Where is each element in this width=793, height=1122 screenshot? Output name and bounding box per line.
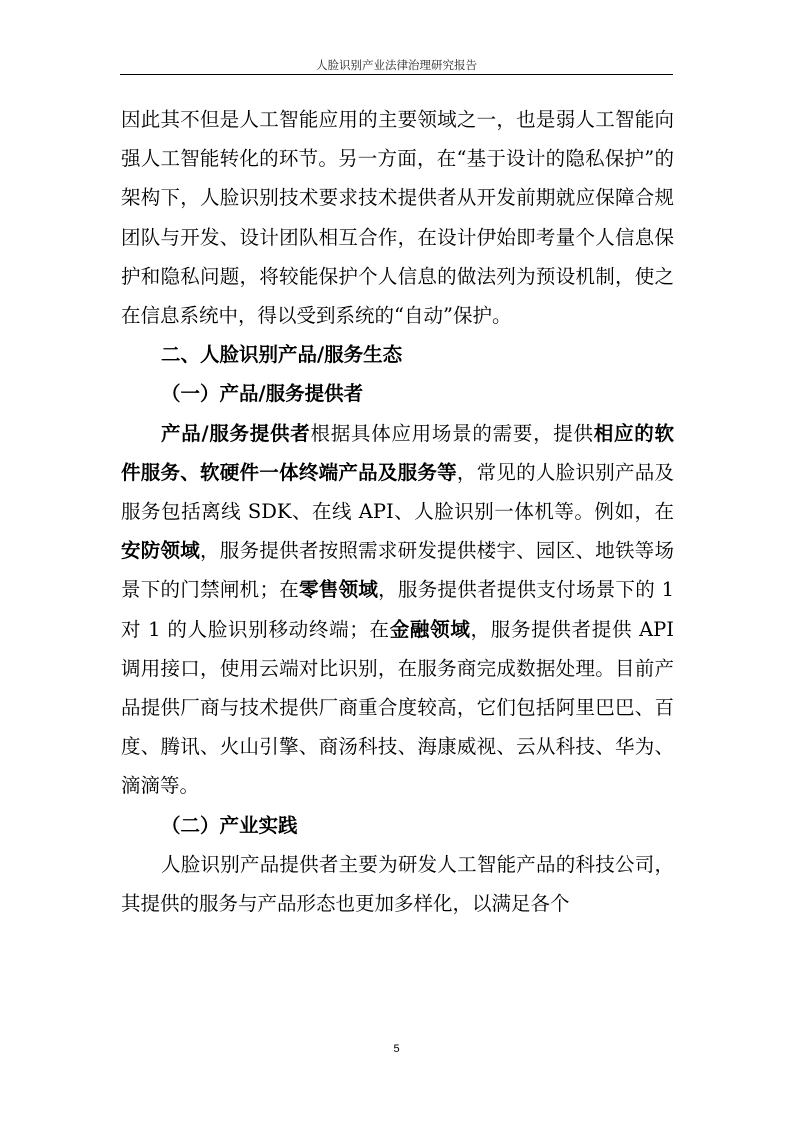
page-number: 5	[393, 1043, 400, 1055]
subsection-heading-providers: （一）产品/服务提供者	[161, 382, 364, 406]
text-run: 根据具体应用场景的需要，提供	[310, 421, 594, 445]
bold-term: 产品/服务提供者	[161, 421, 311, 445]
bold-term: 相应的软件服务、软硬件一体终端产品及服务等	[121, 421, 674, 484]
bold-term: 零售领域	[299, 578, 379, 602]
bold-term: 安防领域	[121, 539, 201, 563]
paragraph-providers	[121, 414, 674, 806]
page-body	[121, 100, 674, 923]
running-header: 人脸识别产业法律治理研究报告	[316, 58, 477, 72]
paragraph-practice: 人脸识别产品提供者主要为研发人工智能产品的科技公司，其提供的服务与产品形态也更加多样化，以满足各个	[121, 852, 674, 916]
header-divider	[120, 74, 673, 75]
bold-term: 金融领域	[389, 617, 471, 641]
text-run: ，服务提供者提供支付场景下的 1 对 1 的人脸识别移动终端；在	[121, 578, 674, 641]
text-run: ，服务提供者提供 API 调用接口，使用云端对比识别，在服务商完成数据处理。目前产品提供厂商与技术提供厂商重合度较高，它们包括阿里巴巴、百度、腾讯、火山引擎、商汤科技、海康威视、云从科技、华为、滴滴等。	[121, 617, 674, 798]
paragraph-continuation: 因此其不但是人工智能应用的主要领域之一，也是弱人工智能向强人工智能转化的环节。另一方面，在“基于设计的隐私保护”的架构下，人脸识别技术要求技术提供者从开发前期就应保障合规团队与开发、设计团队相互合作，在设计伊始即考量个人信息保护和隐私问题，将较能保护个人信息的做法列为预设机制，使之在信息系统中，得以受到系统的“自动”保护。	[121, 108, 674, 328]
text-run: ，服务提供者按照需求研发提供楼宇、园区、地铁等场景下的门禁闸机；在	[121, 539, 674, 602]
subsection-heading-practice: （二）产业实践	[161, 813, 298, 837]
section-heading: 二、人脸识别产品/服务生态	[161, 343, 403, 367]
text-run: ，常见的人脸识别产品及服务包括离线 SDK、在线 API、人脸识别一体机等。例如，在	[121, 460, 674, 524]
